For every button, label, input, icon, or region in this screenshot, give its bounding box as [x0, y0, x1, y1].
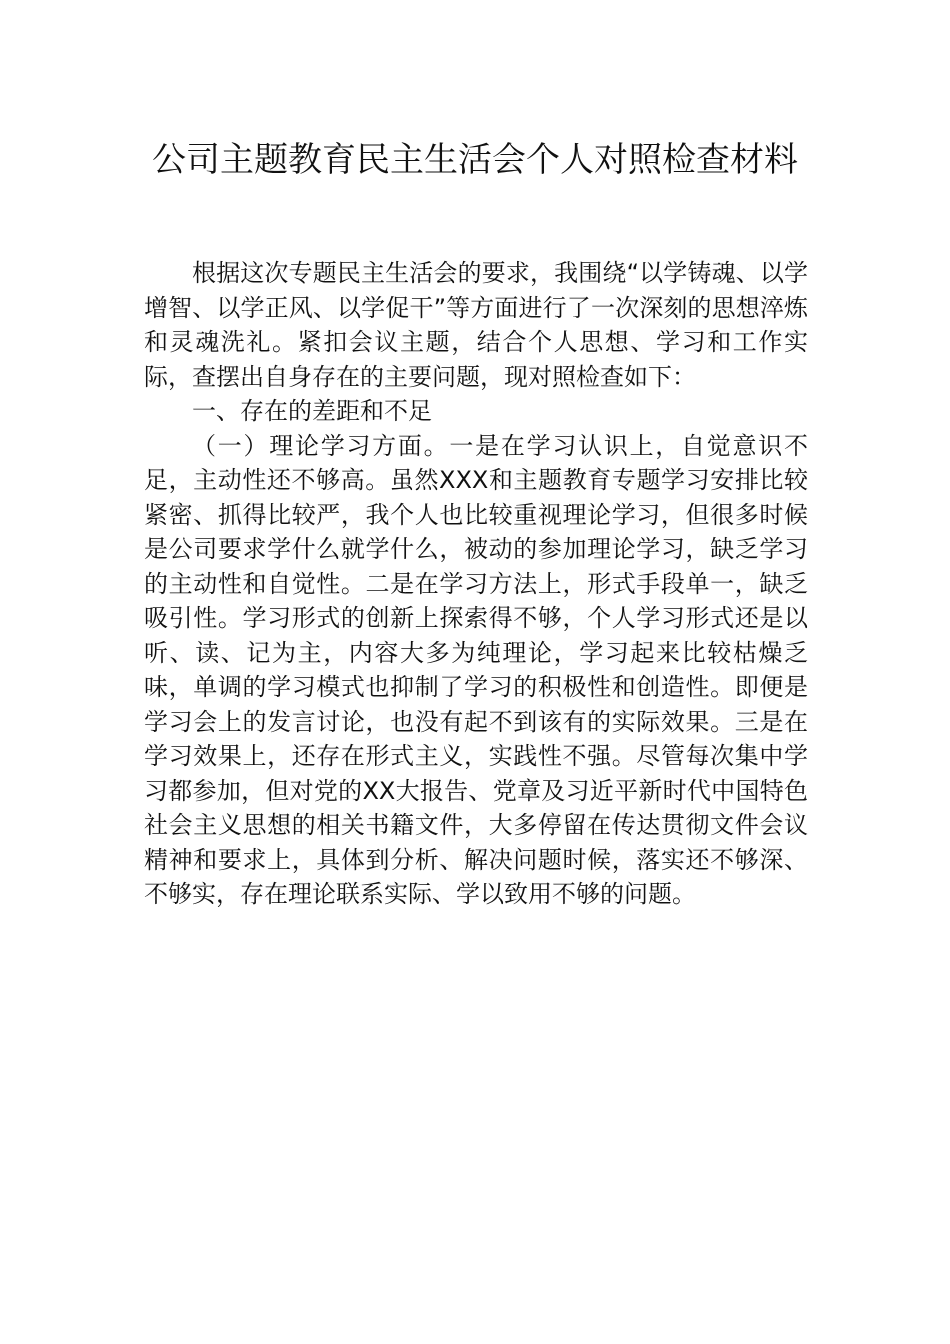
section-heading: 一、存在的差距和不足: [192, 397, 432, 425]
document-body: [144, 256, 808, 912]
document-title: 公司主题教育民主生活会个人对照检查材料: [152, 140, 798, 180]
intro-paragraph: 根据这次专题民主生活会的要求，我围绕“以学铸魂、以学增智、以学正风、以学促干”等方面进行了一次深刻的思想淬炼和灵魂洗礼。紧扣会议主题，结合个人思想、学习和工作实际，查摆出自身存在的主要问题，现对照检查如下：: [144, 259, 808, 391]
theory-study-paragraph: （一）理论学习方面。一是在学习认识上，自觉意识不足，主动性还不够高。虽然XXX和主题教育专题学习安排比较紧密、抓得比较严，我个人也比较重视理论学习，但很多时候是公司要求学什么就学什么，被动的参加理论学习，缺乏学习的主动性和自觉性。二是在学习方法上，形式手段单一，缺乏吸引性。学习形式的创新上探索得不够，个人学习形式还是以听、读、记为主，内容大多为纯理论，学习起来比较枯燥乏味，单调的学习模式也抑制了学习的积极性和创造性。即便是学习会上的发言讨论，也没有起不到该有的实际效果。三是在学习效果上，还存在形式主义，实践性不强。尽管每次集中学习都参加，但对党的XX大报告、党章及习近平新时代中国特色社会主义思想的相关书籍文件，大多停留在传达贯彻文件会议精神和要求上，具体到分析、解决问题时候，落实还不够深、不够实，存在理论联系实际、学以致用不够的问题。: [144, 431, 808, 908]
